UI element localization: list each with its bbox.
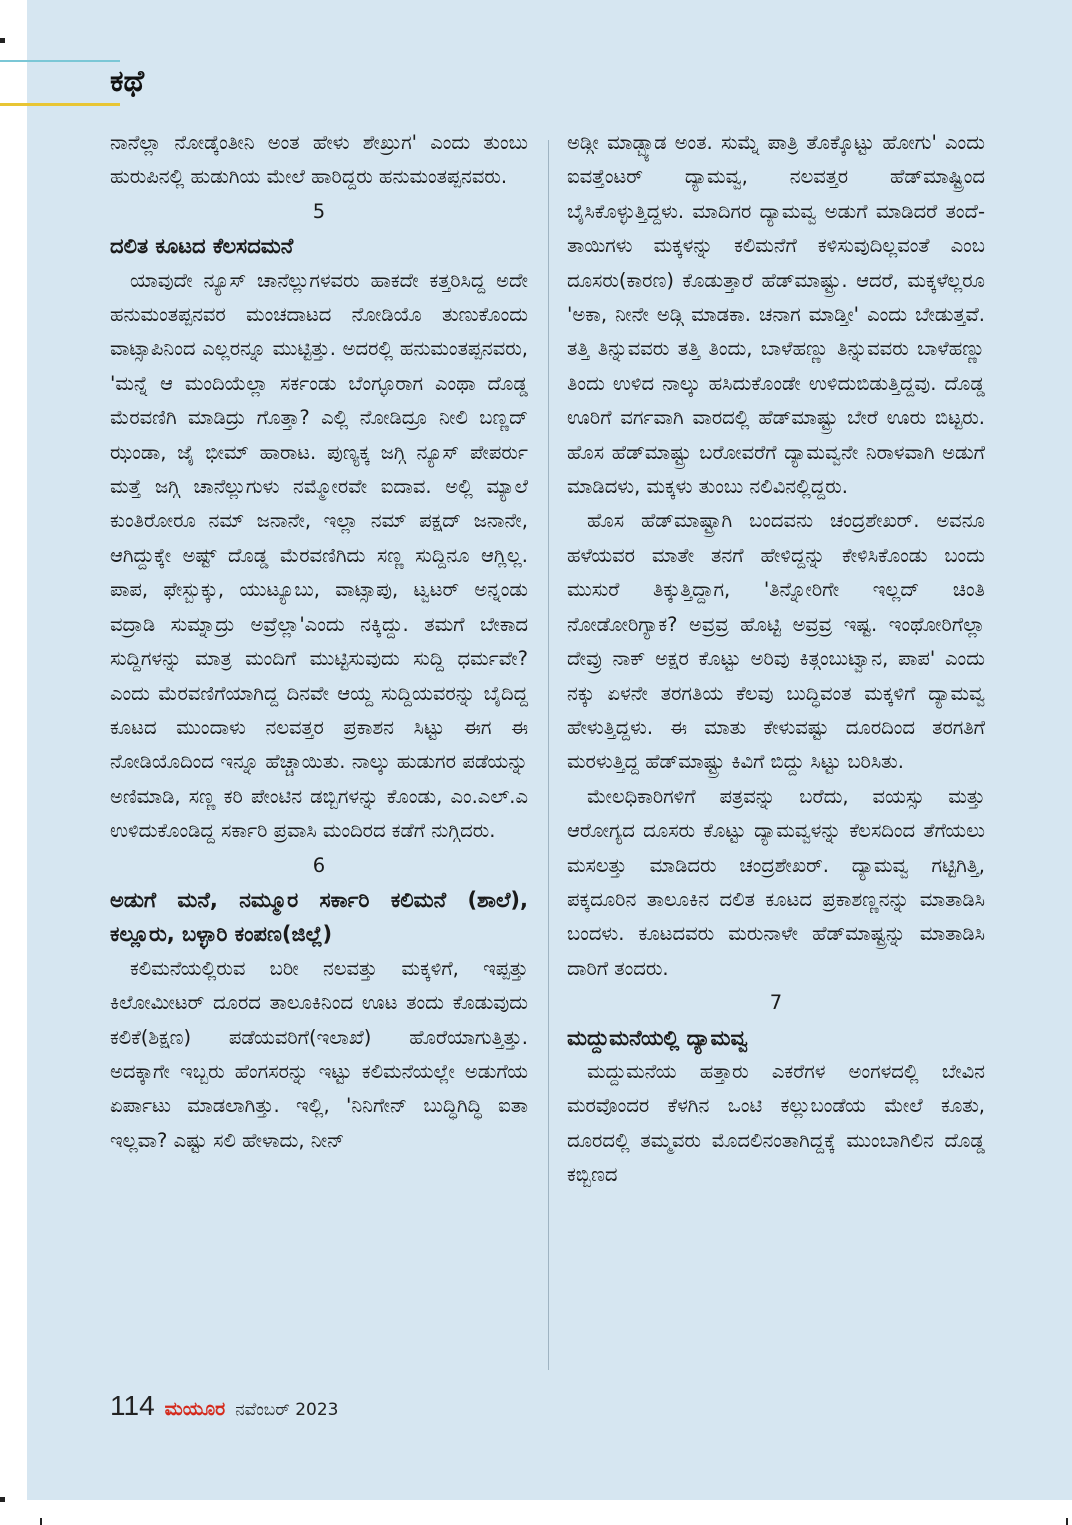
body-paragraph: ಯಾವುದೇ ನ್ಯೂಸ್ ಚಾನೆಲ್ಲುಗಳವರು ಹಾಕದೇ ಕತ್ತರಿಸಿದ್ದ ಅದೇ ಹನುಮಂತಪ್ಪನವರ ಮಂಚದಾಟದ ನೋಡಿಯೊ ತುಣುಕೊಂದು ವಾಟ್ಸಾಪಿನಿಂದ ಎಲ್ಲರನ್ನೂ ಮುಟ್ಟಿತ್ತು. ಅದರಲ್ಲಿ ಹನುಮಂತಪ್ಪನವರು, 'ಮನ್ನೆ ಆ ಮಂದಿಯೆಲ್ಲಾ ಸರ್ಕಂಡು ಬೆಂಗ್ಳೂರಾಗ ಎಂಥಾ ದೊಡ್ಡ ಮೆರವಣಿಗಿ ಮಾಡಿದ್ರು ಗೊತ್ತಾ? ಎಲ್ಲಿ ನೋಡಿದ್ರೂ ನೀಲಿ ಬಣ್ಣದ್ ಝಂಡಾ, ಜೈ ಭೀಮ್ ಹಾರಾಟ. ಪುಣ್ಯಕ್ಕ ಜಗ್ಗಿ ನ್ಯೂಸ್ ಪೇಪರ್ರು ಮತ್ತೆ ಜಗ್ಗಿ ಚಾನೆಲ್ಲುಗುಳು ನಮ್ಮೋರವೇ ಐದಾವ. ಅಲ್ಲಿ ಮ್ಯಾಲೆ ಕುಂತಿರೋರೂ ನಮ್ ಜನಾನೇ, ಇಲ್ಲಾ ನಮ್ ಪಕ್ಷದ್ ಜನಾನೇ, ಆಗಿದ್ದುಕ್ಕೇ ಅಷ್ಟ್ ದೊಡ್ಡ ಮೆರವಣಿಗಿದು ಸಣ್ಣ ಸುದ್ದಿನೂ ಆಗ್ಲಿಲ್ಲ. ಪಾಪ, ಫೇಸ್ಬುಕ್ಕು, ಯುಟ್ಯೂಬು, ವಾಟ್ಸಾಪು, ಟ್ವಟರ್ ಅನ್ನಂಡು ವದ್ರಾಡಿ ಸುಮ್ನಾದ್ರು ಅವ್ರೆಲ್ಲಾ'ಎಂದು ನಕ್ಕಿದ್ದು. ತಮಗೆ ಬೇಕಾದ ಸುದ್ದಿಗಳನ್ನು ಮಾತ್ರ ಮಂದಿಗೆ ಮುಟ್ಟಿಸುವುದು ಸುದ್ದಿ ಧರ್ಮವೇ? ಎಂದು ಮೆರವಣಿಗೆಯಾಗಿದ್ದ ದಿನವೇ ಆಯ್ದ ಸುದ್ದಿಯವರನ್ನು ಬೈದಿದ್ದ ಕೂಟದ ಮುಂದಾಳು ನಲವತ್ತರ ಪ್ರಕಾಶನ ಸಿಟ್ಟು ಈಗ ಈ ನೋಡಿಯೊದಿಂದ ಇನ್ನೂ ಹೆಚ್ಚಾಯಿತು. ನಾಲ್ಕು ಹುಡುಗರ ಪಡೆಯನ್ನು ಅಣಿಮಾಡಿ, ಸಣ್ಣ ಕರಿ ಪೇಂಟಿನ ಡಬ್ಬಿಗಳನ್ನು ಕೊಂಡು, ಎಂ.ಎಲ್.ಎ ಉಳಿದುಕೊಂಡಿದ್ದ ಸರ್ಕಾರಿ ಪ್ರವಾಸಿ ಮಂದಿರದ ಕಡೆಗೆ ನುಗ್ಗಿದರು.: [110, 268, 528, 843]
header-rule-yellow: [0, 103, 120, 106]
magazine-logo: ಮಯೂರ: [164, 1398, 226, 1420]
page-footer: [110, 1390, 339, 1422]
section-heading: ಮದ್ದುಮನೆಯಲ್ಲಿ ದ್ಯಾಮವ್ವ: [567, 1025, 748, 1050]
body-paragraph: ಹೊಸ ಹೆಡ್‌ಮಾಷ್ಟ್ರಾಗಿ ಬಂದವನು ಚಂದ್ರಶೇಖರ್. ಅವನೂ ಹಳೆಯವರ ಮಾತೇ ತನಗೆ ಹೇಳಿದ್ದನ್ನು ಕೇಳಿಸಿಕೊಂಡು ಬಂದು ಮುಸುರೆ ತಿಕ್ಕುತ್ತಿದ್ದಾಗ, 'ತಿನ್ನೋರಿಗೇ ಇಲ್ಲದ್ ಚಿಂತಿ ನೋಡೋರಿಗ್ಯಾಕ? ಅವ್ರವ್ರ ಹೊಟ್ಟಿ ಅವ್ರವ್ರ ಇಷ್ಟ. ಇಂಥೋರಿಗೆಲ್ಲಾ ದೇವ್ರು ನಾಕ್ ಅಕ್ಷರ ಕೊಟ್ಟು ಅರಿವು ಕಿತ್ಗಂಬುಟ್ವಾನ, ಪಾಪ' ಎಂದು ನಕ್ಕು ಏಳನೇ ತರಗತಿಯ ಕೆಲವು ಬುದ್ಧಿವಂತ ಮಕ್ಕಳಿಗೆ ದ್ಯಾಮವ್ವ ಹೇಳುತ್ತಿದ್ದಳು. ಈ ಮಾತು ಕೇಳುವಷ್ಟು ದೂರದಿಂದ ತರಗತಿಗೆ ಮರಳುತ್ತಿದ್ದ ಹೆಡ್‌ಮಾಷ್ಟ್ರು ಕಿವಿಗೆ ಬಿದ್ದು ಸಿಟ್ಟು ಬರಿಸಿತು.: [567, 509, 985, 774]
body-paragraph: ನಾನೆಲ್ಲಾ ನೋಡ್ಕೆಂತೀನಿ ಅಂತ ಹೇಳು ಶೇಖ್ರುಗ' ಎಂದು ತುಂಬು ಹುರುಪಿನಲ್ಲಿ ಹುಡುಗಿಯ ಮೇಲೆ ಹಾರಿದ್ದರು ಹನುಮಂತಪ್ಪನವರು.: [110, 131, 528, 189]
crop-mark: [1066, 1518, 1068, 1525]
crop-mark: [0, 38, 5, 43]
body-paragraph: ಮದ್ದುಮನೆಯ ಹತ್ತಾರು ಎಕರೆಗಳ ಅಂಗಳದಲ್ಲಿ ಬೇವಿನ ಮರವೊಂದರ ಕೆಳಗಿನ ಒಂಟಿ ಕಲ್ಲುಬಂಡೆಯ ಮೇಲೆ ಕೂತು, ದೂರದಲ್ಲಿ ತಮ್ಮವರು ಮೊದಲಿನಂತಾಗಿದ್ದಕ್ಕೆ ಮುಂಬಾಗಿಲಿನ ದೊಡ್ಡ ಕಬ್ಬಿಣದ: [567, 1059, 985, 1187]
section-heading: ಅಡುಗೆ ಮನೆ, ನಮ್ಮೂರ ಸರ್ಕಾರಿ ಕಲಿಮನೆ (ಶಾಲೆ), ಕಲ್ಲೂರು, ಬಳ್ಳಾರಿ ಕಂಪಣ(ಜಿಲ್ಲೆ): [110, 887, 528, 947]
section-number: 5: [312, 199, 326, 223]
section-label: ಕಥೆ: [110, 64, 145, 99]
article-column-right: [567, 126, 985, 1193]
page-number: 114: [110, 1390, 155, 1421]
body-paragraph: ಕಲಿಮನೆಯಲ್ಲಿರುವ ಬರೀ ನಲವತ್ತು ಮಕ್ಕಳಿಗೆ, ಇಪ್ಪತ್ತು ಕಿಲೋಮೀಟರ್ ದೂರದ ತಾಲೂಕಿನಿಂದ ಊಟ ತಂದು ಕೊಡುವುದು ಕಲಿಕೆ(ಶಿಕ್ಷಣ) ಪಡೆಯವರಿಗೆ(ಇಲಾಖೆ) ಹೊರೆಯಾಗುತ್ತಿತ್ತು. ಅದಕ್ಕಾಗೇ ಇಬ್ಬರು ಹೆಂಗಸರನ್ನು ಇಟ್ಟು ಕಲಿಮನೆಯಲ್ಲೇ ಅಡುಗೆಯ ಏರ್ಪಾಟು ಮಾಡಲಾಗಿತ್ತು. ಇಲ್ಲಿ, 'ನಿನಿಗೇನ್ ಬುದ್ಧಿಗಿದ್ಧಿ ಐತಾ ಇಲ್ಲವಾ? ಎಷ್ಟು ಸಲಿ ಹೇಳಾದು, ನೀನ್: [110, 956, 528, 1152]
crop-mark: [0, 1497, 5, 1502]
section-number: 6: [312, 853, 326, 877]
header-rule-blue: [0, 60, 120, 62]
body-paragraph: ಮೇಲಧಿಕಾರಿಗಳಿಗೆ ಪತ್ರವನ್ನು ಬರೆದು, ವಯಸ್ಸು ಮತ್ತು ಆರೋಗ್ಯದ ದೂಸರು ಕೊಟ್ಟು ದ್ಯಾಮವ್ವಳನ್ನು ಕೆಲಸದಿಂದ ತೆಗೆಯಲು ಮಸಲತ್ತು ಮಾಡಿದರು ಚಂದ್ರಶೇಖರ್. ದ್ಯಾಮವ್ವ ಗಟ್ಟಿಗಿತ್ತಿ, ಪಕ್ಕದೂರಿನ ತಾಲೂಕಿನ ದಲಿತ ಕೂಟದ ಪ್ರಕಾಶಣ್ಣನನ್ನು ಮಾತಾಡಿಸಿ ಬಂದಳು. ಕೂಟದವರು ಮರುನಾಳೇ ಹೆಡ್‌ಮಾಷ್ಟ್ರನ್ನು ಮಾತಾಡಿಸಿ ದಾರಿಗೆ ತಂದರು.: [567, 784, 985, 980]
section-heading: ದಲಿತ ಕೂಟದ ಕೆಲಸದಮನೆ: [110, 234, 294, 259]
article-column-left: [110, 126, 528, 1158]
section-number: 7: [769, 991, 783, 1015]
body-paragraph: ಅಡ್ಗೀ ಮಾಡ್ಬ್ಯಾಡ ಅಂತ. ಸುಮ್ನೆ ಪಾತ್ರಿ ತೊಕ್ಕೊಟ್ಟು ಹೋಗು' ಎಂದು ಐವತ್ತೆಂಟರ್ ದ್ಯಾಮವ್ವ, ನಲವತ್ತರ ಹೆಡ್‌ಮಾಷ್ಟ್ರಿಂದ ಬೈಸಿಕೊಳ್ಳುತ್ತಿದ್ದಳು. ಮಾದಿಗರ ದ್ಯಾಮವ್ವ ಅಡುಗೆ ಮಾಡಿದರೆ ತಂದೆ-ತಾಯಿಗಳು ಮಕ್ಕಳನ್ನು ಕಲಿಮನೆಗೆ ಕಳಿಸುವುದಿಲ್ಲವಂತೆ ಎಂಬ ದೂಸರು(ಕಾರಣ) ಕೊಡುತ್ತಾರೆ ಹೆಡ್‌ಮಾಷ್ಟ್ರು. ಆದರೆ, ಮಕ್ಕಳೆಲ್ಲರೂ 'ಅಕಾ, ನೀನೇ ಅಡ್ಗಿ ಮಾಡಕಾ. ಚನಾಗ ಮಾಡ್ತೀ' ಎಂದು ಬೇಡುತ್ತವೆ. ತತ್ತಿ ತಿನ್ನುವವರು ತತ್ತಿ ತಿಂದು, ಬಾಳೆಹಣ್ಣು ತಿನ್ನುವವರು ಬಾಳೆಹಣ್ಣು ತಿಂದು ಉಳಿದ ನಾಲ್ಕು ಹಸಿದುಕೊಂಡೇ ಉಳಿದುಬಿಡುತ್ತಿದ್ದವು. ದೊಡ್ಡ ಊರಿಗೆ ವರ್ಗವಾಗಿ ವಾರದಲ್ಲಿ ಹೆಡ್‌ಮಾಷ್ಟ್ರು ಬೇರೆ ಊರು ಬಿಟ್ಟರು. ಹೊಸ ಹೆಡ್‌ಮಾಷ್ಟ್ರು ಬರೋವರೆಗೆ ದ್ಯಾಮವ್ವನೇ ನಿರಾಳವಾಗಿ ಅಡುಗೆ ಮಾಡಿದಳು, ಮಕ್ಕಳು ತುಂಬು ನಲಿವಿನಲ್ಲಿದ್ದರು.: [567, 131, 985, 499]
column-divider: [548, 140, 549, 1370]
crop-mark: [40, 1518, 42, 1525]
issue-date: ನವೆಂಬರ್ 2023: [235, 1400, 339, 1420]
